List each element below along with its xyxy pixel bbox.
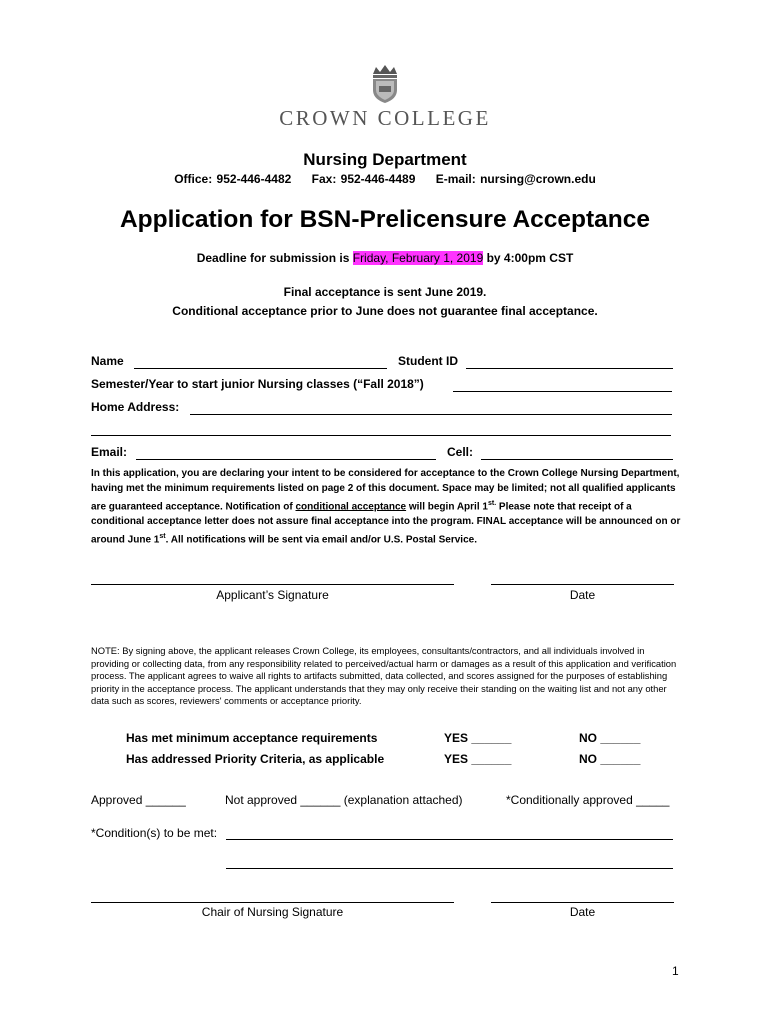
semester-label: Semester/Year to start junior Nursing classes (“Fall 2018”) xyxy=(91,377,424,391)
final-acceptance-note: Final acceptance is sent June 2019. xyxy=(283,285,487,299)
declaration-paragraph xyxy=(91,466,681,548)
contact-line xyxy=(0,172,770,186)
email-label: Email: xyxy=(91,445,128,459)
cell-label: Cell: xyxy=(447,445,474,459)
semester-field[interactable] xyxy=(453,391,672,392)
declaration-underlined: conditional acceptance xyxy=(295,501,407,513)
conditions-field[interactable] xyxy=(226,839,673,840)
deadline-prefix: Deadline for submission is xyxy=(196,251,350,265)
home-address-field-line2[interactable] xyxy=(91,435,671,436)
college-name: CROWN COLLEGE xyxy=(279,106,491,130)
conditions-label: *Condition(s) to be met: xyxy=(91,826,218,840)
approved-field[interactable]: Approved ______ xyxy=(91,793,186,807)
applicant-signature-line[interactable] xyxy=(91,584,454,585)
name-field[interactable] xyxy=(134,368,387,369)
department-title: Nursing Department xyxy=(303,150,467,169)
home-address-field[interactable] xyxy=(190,414,672,415)
applicant-signature-label: Applicant’s Signature xyxy=(216,588,329,602)
chair-date-line[interactable] xyxy=(491,902,674,903)
applicant-date-line[interactable] xyxy=(491,584,674,585)
declaration-text-3: Please note that receipt of a conditional acceptance letter does not assure final acceptance into the program. FINAL acceptance will be announced on or around June 1 xyxy=(91,501,681,546)
college-logo xyxy=(0,64,770,134)
criteria-label-2: Has addressed Priority Criteria, as applicable xyxy=(126,752,385,766)
page-number: 1 xyxy=(672,964,679,978)
deadline-suffix: by 4:00pm CST xyxy=(486,251,574,265)
declaration-text-2: will begin April 1 xyxy=(408,501,488,513)
conditions-field-line2[interactable] xyxy=(226,868,673,869)
office-phone: Office: 952-446-4482 xyxy=(174,172,292,186)
criteria-yes-2[interactable]: YES ______ xyxy=(444,752,512,766)
home-address-label: Home Address: xyxy=(91,400,180,414)
student-id-field[interactable] xyxy=(466,368,673,369)
declaration-text-1: In this application, you are declaring your intent to be considered for acceptance to the Crown College Nursing Department, having met the minimum requirements listed on page 2 of this document. Space may be limited; not all qualified applicants are guaranteed acceptance. Notification of xyxy=(91,468,680,513)
deadline-date: Friday, February 1, 2019 xyxy=(352,251,484,265)
release-note: NOTE: By signing above, the applicant releases Crown College, its employees, consultants/contractors, and all individuals involved in providing or collecting data, from any responsibility related to perceived/actual harm or damages as a result of this application and verification process. The applicant agrees to waive all rights to artifacts submitted, data collected, and scores assigned for the purposes of establishing priority in the acceptance process. The applicant understands that they may only receive their standing on the waiting list and not any other data such as scores, reviewers' comments or acceptance priority. xyxy=(91,645,677,707)
criteria-label-1: Has met minimum acceptance requirements xyxy=(126,731,378,745)
applicant-date-label: Date xyxy=(569,588,596,602)
name-label: Name xyxy=(91,354,124,368)
declaration-text-4: . All notifications will be sent via email and/or U.S. Postal Service. xyxy=(165,534,477,546)
criteria-no-1[interactable]: NO ______ xyxy=(579,731,641,745)
chair-date-label: Date xyxy=(569,905,596,919)
fax-number: Fax: 952-446-4489 xyxy=(311,172,416,186)
deadline-line xyxy=(0,251,770,265)
declaration-sup-2: st xyxy=(159,533,166,541)
crown-shield-icon xyxy=(367,64,403,104)
criteria-no-2[interactable]: NO ______ xyxy=(579,752,641,766)
cell-field[interactable] xyxy=(481,459,673,460)
chair-signature-label: Chair of Nursing Signature xyxy=(201,905,344,919)
criteria-yes-1[interactable]: YES ______ xyxy=(444,731,512,745)
conditional-acceptance-note: Conditional acceptance prior to June does not guarantee final acceptance. xyxy=(172,304,598,318)
email-address: E-mail: nursing@crown.edu xyxy=(435,172,596,186)
not-approved-field[interactable]: Not approved ______ (explanation attached) xyxy=(225,793,463,807)
declaration-sup-1: st. xyxy=(487,500,497,507)
conditionally-approved-field[interactable]: *Conditionally approved _____ xyxy=(506,793,670,807)
chair-signature-line[interactable] xyxy=(91,902,454,903)
page-title: Application for BSN-Prelicensure Acceptance xyxy=(119,206,651,233)
email-field[interactable] xyxy=(136,459,436,460)
student-id-label: Student ID xyxy=(398,354,458,368)
